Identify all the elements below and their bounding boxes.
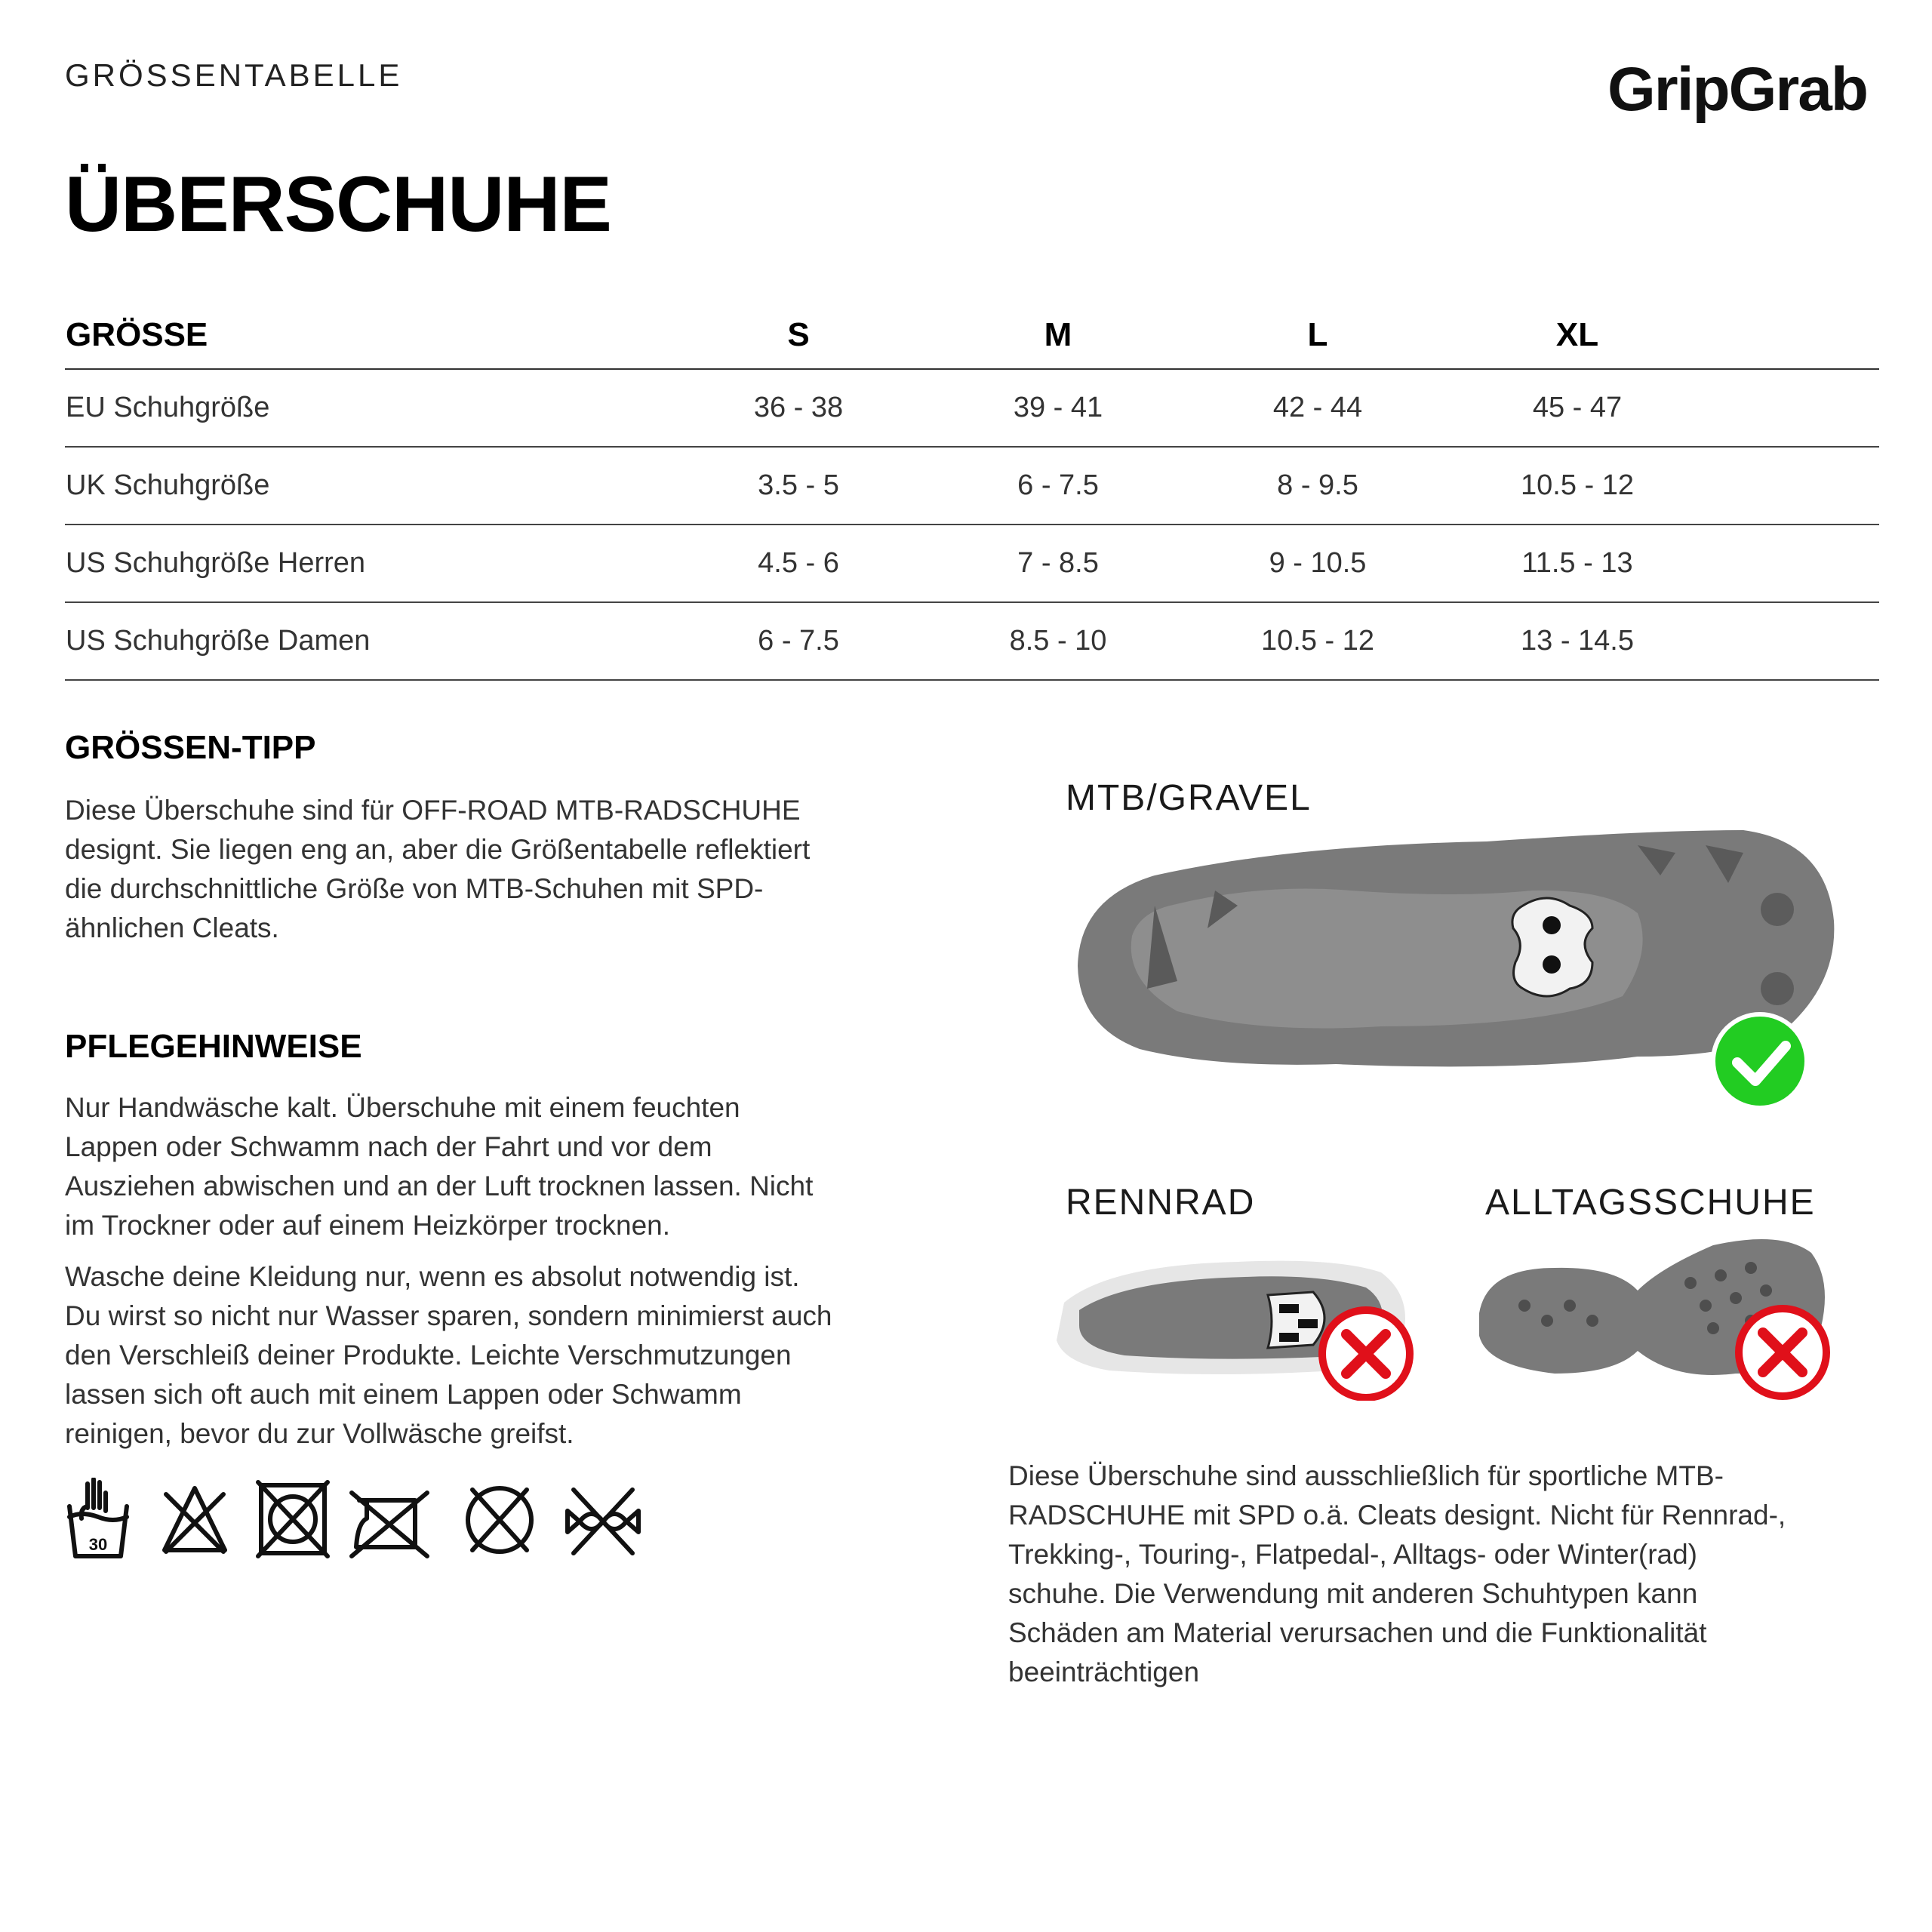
- care-line: Wasche deine Kleidung nur, wenn es absolut notwendig ist.: [65, 1261, 800, 1292]
- care-heading: PFLEGEHINWEISE: [65, 1028, 362, 1065]
- wash-temp-label: 30: [88, 1535, 108, 1554]
- note-line: schuhe. Die Verwendung mit anderen Schuhtypen kann: [1008, 1578, 1698, 1609]
- table-row: [65, 602, 1879, 680]
- table-cell: 9 - 10.5: [1188, 525, 1447, 602]
- table-cell-spacer: [1707, 602, 1879, 680]
- size-header-label: GRÖSSE: [65, 302, 669, 369]
- usage-note: [1008, 1457, 1899, 1692]
- table-cell: 39 - 41: [928, 369, 1188, 447]
- table-cell: 10.5 - 12: [1447, 447, 1707, 525]
- table-cell: 36 - 38: [669, 369, 928, 447]
- cross-icon: [1322, 1310, 1410, 1398]
- table-cell: 6 - 7.5: [669, 602, 928, 680]
- size-header-row: [65, 302, 1879, 369]
- table-cell: 4.5 - 6: [669, 525, 928, 602]
- table-row: [65, 525, 1879, 602]
- size-header-spacer: [1707, 302, 1879, 369]
- no-wring-icon: [568, 1490, 638, 1553]
- row-label: UK Schuhgröße: [65, 447, 669, 525]
- row-label: US Schuhgröße Herren: [65, 525, 669, 602]
- tip-heading: GRÖSSEN-TIPP: [65, 729, 316, 766]
- table-cell-spacer: [1707, 525, 1879, 602]
- no-bleach-icon: [165, 1488, 225, 1552]
- table-cell: 8 - 9.5: [1188, 447, 1447, 525]
- no-iron-icon: [352, 1493, 427, 1556]
- tip-line: ähnlichen Cleats.: [65, 912, 279, 943]
- table-cell: 42 - 44: [1188, 369, 1447, 447]
- care-line: Lappen oder Schwamm nach der Fahrt und vor dem: [65, 1131, 712, 1162]
- casual-label: ALLTAGSSCHUHE: [1485, 1183, 1816, 1223]
- table-cell: 8.5 - 10: [928, 602, 1188, 680]
- note-line: beeinträchtigen: [1008, 1657, 1200, 1687]
- table-cell: 6 - 7.5: [928, 447, 1188, 525]
- table-cell: 3.5 - 5: [669, 447, 928, 525]
- mtb-shoe-illustration: [1064, 800, 1857, 1124]
- check-icon: [1713, 1014, 1807, 1108]
- care-text-2: [65, 1257, 986, 1454]
- tip-text: [65, 791, 971, 948]
- road-label: RENNRAD: [1066, 1183, 1256, 1223]
- no-dry-clean-icon: [468, 1488, 531, 1552]
- tip-line: Diese Überschuhe sind für OFF-ROAD MTB-RADSCHUHE: [65, 795, 801, 826]
- care-line: den Verschleiß deiner Produkte. Leichte Verschmutzungen: [65, 1340, 792, 1371]
- table-row: [65, 369, 1879, 447]
- care-line: Nur Handwäsche kalt. Überschuhe mit einem feuchten: [65, 1092, 740, 1123]
- hand-wash-30-icon: [69, 1479, 127, 1556]
- brand-logo: GripGrab: [1607, 55, 1867, 124]
- table-cell-spacer: [1707, 369, 1879, 447]
- table-cell: 13 - 14.5: [1447, 602, 1707, 680]
- table-cell-spacer: [1707, 447, 1879, 525]
- page-title: ÜBERSCHUHE: [65, 161, 611, 248]
- note-line: Schäden am Material verursachen und die Funktionalität: [1008, 1617, 1707, 1648]
- table-cell: 10.5 - 12: [1188, 602, 1447, 680]
- note-line: Trekking-, Touring-, Flatpedal-, Alltags- oder Winter(rad): [1008, 1539, 1698, 1570]
- size-table: [65, 302, 1879, 681]
- table-cell: 45 - 47: [1447, 369, 1707, 447]
- note-line: Diese Überschuhe sind ausschließlich für sportliche MTB-: [1008, 1460, 1724, 1491]
- note-line: RADSCHUHE mit SPD o.ä. Cleats designt. Nicht für Rennrad-,: [1008, 1500, 1786, 1531]
- care-line: reinigen, bevor du zur Vollwäsche greifst.: [65, 1418, 574, 1449]
- table-cell: 7 - 8.5: [928, 525, 1188, 602]
- care-line: lassen sich oft auch mit einem Lappen oder Schwamm: [65, 1379, 742, 1410]
- size-header-m: M: [928, 302, 1188, 369]
- road-shoe-illustration: [1049, 1235, 1426, 1401]
- table-row: [65, 447, 1879, 525]
- care-line: im Trockner oder auf einem Heizkörper trocknen.: [65, 1210, 671, 1241]
- care-line: Du wirst so nicht nur Wasser sparen, sondern minimierst auch: [65, 1300, 832, 1331]
- care-line: Ausziehen abwischen und an der Luft trocknen lassen. Nicht: [65, 1171, 814, 1201]
- tip-line: die durchschnittliche Größe von MTB-Schuhen mit SPD-: [65, 873, 764, 904]
- tip-line: designt. Sie liegen eng an, aber die Größentabelle reflektiert: [65, 834, 811, 865]
- size-header-s: S: [669, 302, 928, 369]
- care-text-1: [65, 1088, 986, 1245]
- no-tumble-dry-icon: [258, 1482, 328, 1556]
- cross-icon: [1739, 1309, 1826, 1396]
- row-label: US Schuhgröße Damen: [65, 602, 669, 680]
- size-header-xl: XL: [1447, 302, 1707, 369]
- size-header-l: L: [1188, 302, 1447, 369]
- table-cell: 11.5 - 13: [1447, 525, 1707, 602]
- care-icons: [65, 1478, 654, 1561]
- casual-shoe-illustration: [1464, 1223, 1841, 1404]
- mtb-label: MTB/GRAVEL: [1066, 778, 1312, 818]
- row-label: EU Schuhgröße: [65, 369, 669, 447]
- eyebrow-label: GRÖSSENTABELLE: [65, 57, 403, 93]
